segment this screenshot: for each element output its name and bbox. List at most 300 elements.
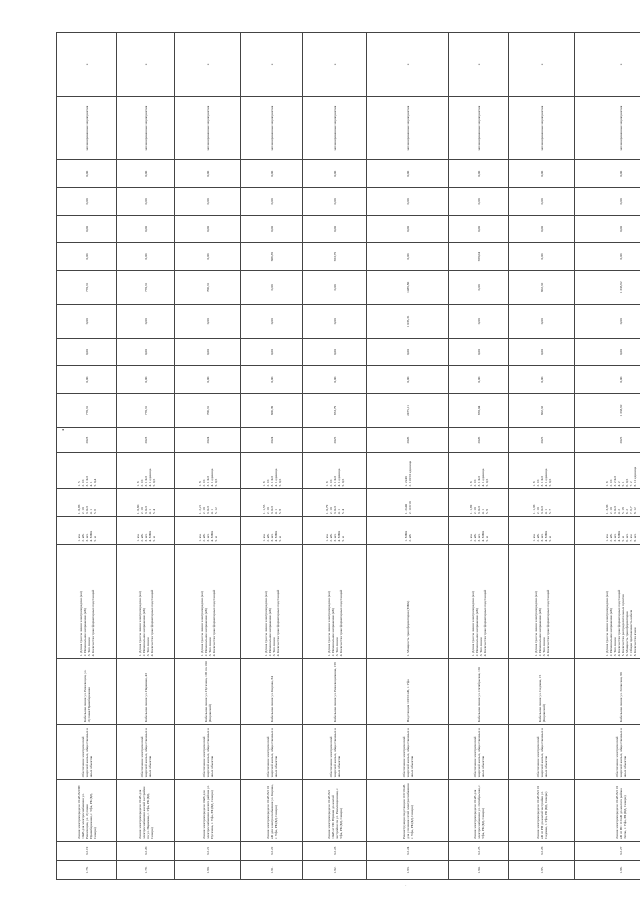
- object-name: Реконструкция подстанции 110/10 кВ для усиления сетей электроснабжения г. Уфа, РБ (БД, Северн): [367, 780, 449, 842]
- spec-values-1-line: 3. КЛ: [539, 506, 544, 515]
- spec-values-1-line: 3. КЛ: [612, 506, 617, 515]
- spec-values-1-line: 2. 10: [80, 507, 85, 515]
- cost-cell: 1 333,92: [575, 393, 640, 427]
- object-purpose: Обеспечение электрической энергией жилых, общественных и иных объектов: [509, 725, 575, 780]
- table-row: [175, 33, 241, 880]
- row-code: 3.2.23: [303, 841, 367, 860]
- cost-cell: 2475,11: [367, 393, 449, 427]
- object-specs-line: 8. Количество ячеек: [632, 627, 637, 657]
- spec-values-1-line: 3. КЛ: [205, 506, 210, 515]
- spec-values-2-line: 1. 6: [324, 481, 329, 487]
- spec-units-line: 6. шт.: [624, 533, 629, 542]
- spec-units: [449, 517, 509, 545]
- object-specs-line: 2. Номинальное напряжение (кВ): [608, 608, 613, 657]
- spec-values-2-line: 2. 10: [139, 479, 144, 487]
- spec-values-2-line: 4. 1: [88, 481, 93, 487]
- status-cell: запланированные мероприятия: [117, 96, 175, 160]
- object-name: Линия электропередачи 10 кВ ВЛ 10 кВ от ПС 110 кВ до жилого района Затон, г. Уфа, РБ (БД, Северн): [575, 780, 640, 842]
- spec-values-1-line: 5. 12: [213, 507, 218, 515]
- spec-values-1: [57, 489, 117, 517]
- spec-values-1-line: 5. 18: [620, 507, 625, 515]
- spec-values-2: [449, 453, 509, 489]
- object-specs-line: 4. Количество трансформаторных подстанций: [338, 589, 343, 657]
- spec-values-1-line: 4. 2: [616, 508, 621, 515]
- spec-values-1-line: 1. 0,96: [76, 504, 81, 515]
- year-cell: 2026: [449, 427, 509, 452]
- funding-cell: 0,00: [449, 215, 509, 243]
- spec-values-1: [175, 489, 241, 517]
- year-cell: 2023: [57, 427, 117, 452]
- spec-values-2-line: 5. 0,5: [484, 478, 489, 487]
- spec-units-line: 7. км: [628, 534, 633, 542]
- spec-values-1-line: 4. 1: [480, 508, 485, 515]
- object-specs-line: 2. Номинальное напряжение (кВ): [141, 608, 146, 657]
- funding-cell: 770,31: [117, 270, 175, 304]
- spec-values-1: [367, 489, 449, 517]
- footer-mark: ·: [405, 884, 407, 889]
- spec-values-1-line: 2. 10: [139, 507, 144, 515]
- spec-values-1: [241, 489, 303, 517]
- object-specs-line: 4. Количество трансформаторных подстанций: [275, 589, 280, 657]
- object-specs-line: 1. Длина трассы линии электропередачи (км): [199, 591, 204, 657]
- row-number: 1.78.: [57, 860, 117, 879]
- table-row: [575, 33, 640, 880]
- object-specs-line: 3. Тип линии: [612, 637, 617, 657]
- year-cell: 2025: [303, 427, 367, 452]
- spec-values-1-line: 6. 2: [624, 508, 629, 515]
- object-purpose: Обеспечение электрической энергией жилых, общественных и иных объектов: [449, 725, 509, 780]
- object-specs-line: 4. Количество трансформаторных подстанций: [482, 589, 487, 657]
- spec-values-1-line: 5. 4: [340, 508, 345, 515]
- spec-units-line: 2. кВ.: [472, 533, 477, 542]
- object-name: Линия электропередачи 10 кВ ВЛ 10кВ от ПС Юрмаш до жилой застройки по ул. Революционная, г. Уфа, РБ (БД, Северн): [303, 780, 367, 842]
- spec-values-2-line: 3. 1 КЛ: [539, 475, 544, 487]
- funding-cell: 0,00: [509, 160, 575, 188]
- object-specs: [367, 544, 449, 659]
- status-cell: запланированные мероприятия: [367, 96, 449, 160]
- year-cell: 2024: [175, 427, 241, 452]
- status-cell: запланированные мероприятия: [509, 96, 575, 160]
- spec-units-line: 3. шт.: [205, 533, 210, 542]
- table-row: [57, 33, 117, 880]
- funding-cell: 0,00: [117, 304, 175, 338]
- spec-units-line: 2. кВ: [407, 534, 412, 542]
- spec-values-2: [509, 453, 575, 489]
- spec-values-2-line: 3. 1 КЛ: [332, 475, 337, 487]
- spec-units-line: 2. кВ.: [201, 533, 206, 542]
- table-row: [449, 33, 509, 880]
- rotated-table-container: [56, 32, 637, 880]
- spec-values-1: [509, 489, 575, 517]
- object-location: Кабельная линия ул. Затонская, 80: [575, 659, 640, 725]
- funding-cell: 606,39: [241, 243, 303, 271]
- spec-units-line: 1. км.: [531, 533, 536, 542]
- cost-cell: 706,31: [175, 393, 241, 427]
- object-specs-line: 3. Тип линии: [145, 637, 150, 657]
- spec-units-line: 5. м: [547, 536, 552, 542]
- object-specs-line: 4. Количество трансформаторных подстанций: [149, 589, 154, 657]
- row-number: 1.86.: [575, 860, 640, 879]
- row-number: 1.85.: [509, 860, 575, 879]
- year-cell: 2025: [509, 427, 575, 452]
- object-specs-line: 1. Длина трассы линии электропередачи (км): [137, 591, 142, 657]
- row-code: 3.2.26: [509, 841, 575, 860]
- table-row: [303, 33, 367, 880]
- object-specs-line: 2. Номинальное напряжение (кВ): [330, 608, 335, 657]
- spec-values-1-line: 1. 1,69: [468, 504, 473, 515]
- funding-cell: 1 333,92: [575, 270, 640, 304]
- spec-values-1-line: 1. 2,21: [197, 504, 202, 515]
- funding-cell: 0,00: [367, 366, 449, 394]
- spec-values-1-line: 3. КЛ: [143, 506, 148, 515]
- spec-units-line: 4. МВА: [616, 530, 621, 542]
- funding-cell: 0,00: [175, 188, 241, 216]
- spec-units-line: 3. шт.: [332, 533, 337, 542]
- funding-cell: 0,00: [303, 215, 367, 243]
- object-location: Подстанция 110/10 кВ, г. Уфа: [367, 659, 449, 725]
- spec-values-2-line: 4. 1 единица: [336, 468, 341, 487]
- funding-cell: 0,00: [509, 188, 575, 216]
- object-specs-line: 3. Тип линии: [334, 637, 339, 657]
- funding-cell: 0,00: [117, 366, 175, 394]
- funding-cell: 0,00: [57, 338, 117, 366]
- funding-cell: 0,00: [241, 270, 303, 304]
- spec-units: [509, 517, 575, 545]
- row-code: 3.2.21: [175, 841, 241, 860]
- spec-values-1: [117, 489, 175, 517]
- spec-units-line: 5. м: [340, 536, 345, 542]
- object-name: Линия электропередачи 10 кВ для электроснабжения ул. Октябрьская, г. Уфа, РБ (БД, Северн): [449, 780, 509, 842]
- object-specs-line: 1. Длина трассы линии электропередачи (км): [604, 591, 609, 657]
- spec-values-2-line: 1. 5: [76, 481, 81, 487]
- spec-values-2: [367, 453, 449, 489]
- funding-cell: 0,00: [367, 338, 449, 366]
- object-specs-line: 4. Количество трансформаторных подстанций: [90, 589, 95, 657]
- spec-values-2-line: 5. 0,4: [92, 478, 97, 487]
- spec-values-1-line: 5. 8: [277, 508, 282, 515]
- mark-cell: x: [575, 33, 640, 97]
- spec-values-2-line: 1. 6: [135, 481, 140, 487]
- spec-values-2-line: 7. 2: [628, 481, 633, 487]
- spec-units: [303, 517, 367, 545]
- funding-cell: 0,00: [241, 338, 303, 366]
- spec-values-2: [303, 453, 367, 489]
- object-specs-line: 3. Тип линии: [478, 637, 483, 657]
- spec-values-1-line: 1. 3,36: [604, 504, 609, 515]
- spec-values-2-line: 2. 10: [201, 479, 206, 487]
- spec-units-line: 5. м: [92, 536, 97, 542]
- funding-cell: 0,00: [509, 366, 575, 394]
- spec-units-line: 3. шт.: [143, 533, 148, 542]
- object-purpose: Обеспечение электрической энергией жилых, общественных и иных объектов: [575, 725, 640, 780]
- spec-values-2-line: 2. 10: [472, 479, 477, 487]
- spec-values-1-line: 1. 0,60: [135, 504, 140, 515]
- funding-cell: 0,00: [57, 304, 117, 338]
- object-specs-line: 2. Номинальное напряжение (кВ): [203, 608, 208, 657]
- spec-units-line: 3. шт.: [269, 533, 274, 542]
- spec-units-line: 4. МВА: [543, 530, 548, 542]
- object-location: Кабельная линия ул. Революции, ул. Луговая Правобережная: [57, 659, 117, 725]
- object-location: Кабельная линия ул. Пугачева, 105 по 104 (Кировский): [175, 659, 241, 725]
- object-specs-line: 4. Количество трансформаторных подстанций: [545, 589, 550, 657]
- row-code: 3.2.20: [117, 841, 175, 860]
- spec-values-2-line: 6. 0,5: [624, 478, 629, 487]
- cost-cell: 606,39: [241, 393, 303, 427]
- spec-units-line: 2. кВ.: [328, 533, 333, 542]
- spec-values-1-line: 3. КЛ: [269, 506, 274, 515]
- funding-cell: 0,00: [57, 160, 117, 188]
- object-specs-line: 5. Количество распределительных пунктов: [620, 594, 625, 657]
- funding-cell: 0,00: [303, 188, 367, 216]
- spec-units-line: 5. м: [620, 536, 625, 542]
- object-specs-line: 4. Количество трансформаторных подстанций: [616, 589, 621, 657]
- object-specs-line: 1. Длина трассы линии электропередачи (км): [263, 591, 268, 657]
- object-specs-line: 1. Длина трассы линии электропередачи (км): [470, 591, 475, 657]
- funding-cell: 0,00: [509, 243, 575, 271]
- spec-values-2: [575, 453, 640, 489]
- spec-values-1-line: 2. 10: [201, 507, 206, 515]
- cost-cell: 653,79: [303, 393, 367, 427]
- row-code: 3.2.19: [57, 841, 117, 860]
- spec-units-line: 1. км.: [324, 533, 329, 542]
- object-specs: [57, 544, 117, 659]
- spec-values-2-line: 5. 0,5: [151, 478, 156, 487]
- spec-units-line: 1. км.: [468, 533, 473, 542]
- spec-values-2-line: 3. 1 КЛ: [143, 475, 148, 487]
- mark-cell: x: [241, 33, 303, 97]
- row-code: 3.2.24: [367, 841, 449, 860]
- funding-cell: 0,00: [449, 160, 509, 188]
- spec-values-2-line: 5. 0,5: [213, 478, 218, 487]
- funding-cell: 0,00: [575, 338, 640, 366]
- row-number: 1.83.: [367, 860, 449, 879]
- spec-values-2-line: 2. 10: [80, 479, 85, 487]
- mark-cell: x: [175, 33, 241, 97]
- spec-values-1-line: 1. 0,79: [324, 504, 329, 515]
- spec-units-line: 1. км.: [604, 533, 609, 542]
- mark-cell: x: [449, 33, 509, 97]
- year-cell: 2026: [367, 427, 449, 452]
- spec-units-line: 5. м: [213, 536, 218, 542]
- funding-cell: 0,00: [303, 338, 367, 366]
- object-specs-line: 1. Мощность трансформаторов (МВА): [405, 600, 410, 657]
- object-specs: [449, 544, 509, 659]
- funding-cell: 0,00: [575, 304, 640, 338]
- spec-values-2-line: 1. 6: [468, 481, 473, 487]
- spec-values-2-line: 4. 1 единица: [209, 468, 214, 487]
- funding-cell: 0,00: [367, 215, 449, 243]
- funding-cell: 0,00: [509, 338, 575, 366]
- spec-values-1-line: 2. 110/10: [407, 501, 412, 515]
- spec-units-line: 1. км.: [261, 533, 266, 542]
- spec-values-2: [57, 453, 117, 489]
- funding-cell: 0,00: [303, 270, 367, 304]
- object-name: Линия электропередачи 10кВ для электроснабжения жилого района ул. Пугачева, г. Уфа, РБ (БД, Северн): [175, 780, 241, 842]
- funding-cell: 0,00: [449, 188, 509, 216]
- spec-values-2-line: 3. 1 КЛ: [269, 475, 274, 487]
- row-code: 3.2.27: [575, 841, 640, 860]
- spec-values-1-line: 1. 1,36: [531, 504, 536, 515]
- spec-units-line: 2. кВ.: [265, 533, 270, 542]
- spec-values-1-line: 2. 10: [265, 507, 270, 515]
- spec-values-1-line: 7. 6,7: [628, 506, 633, 515]
- registry-table: [56, 32, 640, 880]
- funding-cell: 0,00: [449, 338, 509, 366]
- object-specs: [575, 544, 640, 659]
- object-name: Линия электропередачи 10 кВ для электроснабжения жилой застройки по ул. Парковая, г. Уфа, РБ (БД, Северн): [117, 780, 175, 842]
- spec-values-1-line: 3. КЛ: [332, 506, 337, 515]
- spec-units: [57, 517, 117, 545]
- mark-cell: x: [509, 33, 575, 97]
- object-purpose: Обеспечение электрической энергией жилых, общественных и иных объектов: [367, 725, 449, 780]
- mark-cell: x: [57, 33, 117, 97]
- spec-units-line: 2. кВ.: [80, 533, 85, 542]
- funding-cell: 0,00: [175, 304, 241, 338]
- spec-values-2-line: 4. 1 единица: [147, 468, 152, 487]
- funding-cell: 0,00: [575, 215, 640, 243]
- funding-cell: 0,00: [449, 270, 509, 304]
- object-specs-line: 2. Номинальное напряжение (кВ): [537, 608, 542, 657]
- spec-units-line: 3. шт.: [476, 533, 481, 542]
- spec-units: [117, 517, 175, 545]
- funding-cell: 0,00: [509, 304, 575, 338]
- status-cell: запланированные мероприятия: [303, 96, 367, 160]
- object-specs-line: 7. Общая протяженность кабеля: [628, 609, 633, 657]
- object-purpose: Обеспечение электрической энергией жилых, общественных и иных объектов: [175, 725, 241, 780]
- spec-values-1-line: 4. 1: [209, 508, 214, 515]
- cost-cell: 602,32: [509, 393, 575, 427]
- status-cell: запланированные мероприятия: [241, 96, 303, 160]
- funding-cell: 1439,80: [367, 270, 449, 304]
- spec-values-2-line: 2. 10: [328, 479, 333, 487]
- funding-cell: 0,00: [117, 243, 175, 271]
- cost-cell: 770,31: [57, 393, 117, 427]
- funding-cell: 0,00: [175, 243, 241, 271]
- table-row: [367, 33, 449, 880]
- spec-units: [575, 517, 640, 545]
- spec-values-1-line: 2. 10: [472, 507, 477, 515]
- spec-values-1: [449, 489, 509, 517]
- spec-values-1-line: 2. 10: [535, 507, 540, 515]
- funding-cell: 0,00: [575, 366, 640, 394]
- spec-values-1: [575, 489, 640, 517]
- spec-units-line: 1. км.: [135, 533, 140, 542]
- funding-cell: 0,00: [175, 215, 241, 243]
- object-specs-line: 3. Тип линии: [271, 637, 276, 657]
- spec-units-line: 5. м: [484, 536, 489, 542]
- spec-values-2-line: 2. 10: [608, 479, 613, 487]
- funding-cell: 658,04: [449, 243, 509, 271]
- funding-cell: 0,00: [241, 215, 303, 243]
- funding-cell: 0,00: [241, 366, 303, 394]
- spec-units: [367, 517, 449, 545]
- cost-cell: 770,31: [117, 393, 175, 427]
- object-specs: [175, 544, 241, 659]
- spec-units-line: 4. МВА: [273, 530, 278, 542]
- spec-units-line: 3. шт.: [612, 533, 617, 542]
- object-location: Кабельная линия ул. Кирова, 84: [241, 659, 303, 725]
- funding-cell: 0,00: [241, 304, 303, 338]
- year-cell: 2024: [241, 427, 303, 452]
- object-specs: [117, 544, 175, 659]
- spec-values-1-line: 4. 1: [273, 508, 278, 515]
- spec-values-2: [175, 453, 241, 489]
- spec-values-2-line: 4. 1 единица: [543, 468, 548, 487]
- spec-values-2-line: 1. 6: [604, 481, 609, 487]
- spec-values-2-line: 1. 6: [531, 481, 536, 487]
- spec-values-1-line: 4. 1: [147, 508, 152, 515]
- object-specs-line: 3. Тип линии: [207, 637, 212, 657]
- table-row: [117, 33, 175, 880]
- mark-cell: x: [303, 33, 367, 97]
- funding-cell: 706,31: [175, 270, 241, 304]
- spec-values-2-line: 2. 10: [535, 479, 540, 487]
- spec-values-1-line: 1. 2х40: [403, 503, 408, 515]
- spec-values-2-line: 5. 0,5: [277, 478, 282, 487]
- spec-units: [175, 517, 241, 545]
- object-specs-line: 1. Длина трассы линии электропередачи (км): [533, 591, 538, 657]
- spec-values-1-line: 3. КЛ: [84, 506, 89, 515]
- object-specs-line: 1. Длина трассы линии электропередачи (км): [78, 591, 83, 657]
- spec-values-2-line: 3. 1 КЛ: [205, 475, 210, 487]
- spec-values-2-line: 5. 1: [620, 481, 625, 487]
- funding-cell: 0,00: [117, 160, 175, 188]
- table-row: [241, 33, 303, 880]
- spec-values-2: [117, 453, 175, 489]
- spec-values-2-line: 4. 2: [616, 481, 621, 487]
- funding-cell: 0,00: [117, 188, 175, 216]
- funding-cell: 0,00: [575, 188, 640, 216]
- object-name: Линия электропередачи 10 кВ ВЛЭП 10кВ для электроснабжения ул. Революции, ул. Луговая Правобережная, г. Уфа, РБ (БД, Северн): [57, 780, 117, 842]
- spec-values-1-line: 5. 7: [547, 508, 552, 515]
- table-row: [509, 33, 575, 880]
- status-cell: запланированные мероприятия: [449, 96, 509, 160]
- status-cell: запланированные мероприятия: [575, 96, 640, 160]
- spec-values-1-line: 2. 10: [328, 507, 333, 515]
- spec-units-line: 5. м: [277, 536, 282, 542]
- spec-units-line: 2. кВ.: [535, 533, 540, 542]
- spec-values-2-line: 1. 6: [261, 481, 266, 487]
- object-purpose: Обеспечение электрической энергией жилых, общественных и иных объектов: [117, 725, 175, 780]
- spec-values-1-line: 2. 10: [608, 507, 613, 515]
- spec-units-line: 4. МВА: [209, 530, 214, 542]
- spec-values-1-line: 4. 1: [543, 508, 548, 515]
- status-cell: запланированные мероприятия: [57, 96, 117, 160]
- funding-cell: 0,00: [175, 338, 241, 366]
- object-specs-line: 4. Количество трансформаторных подстанций: [211, 589, 216, 657]
- spec-units-line: 1. МВА: [403, 530, 408, 542]
- spec-values-2-line: 3. 1 КЛ: [84, 475, 89, 487]
- funding-cell: 0,00: [57, 188, 117, 216]
- spec-values-2-line: 1. 8: [197, 481, 202, 487]
- spec-units-line: 3. шт.: [539, 533, 544, 542]
- object-location: Кабельная линия ул. Парковая, 43: [117, 659, 175, 725]
- funding-cell: 0,00: [57, 366, 117, 394]
- object-specs-line: 2. Номинальное напряжение (кВ): [82, 608, 87, 657]
- year-cell: 2023: [117, 427, 175, 452]
- spec-values-1: [303, 489, 367, 517]
- spec-values-1-line: 5. 6: [92, 508, 97, 515]
- funding-cell: 0,00: [57, 243, 117, 271]
- spec-values-1-line: 3. КЛ: [476, 506, 481, 515]
- object-specs-line: 3. Тип линии: [86, 637, 91, 657]
- funding-cell: 770,31: [57, 270, 117, 304]
- spec-units-line: 2. кВ.: [608, 533, 613, 542]
- object-specs: [509, 544, 575, 659]
- spec-units-line: 4. МВА: [88, 530, 93, 542]
- funding-cell: 0,00: [117, 338, 175, 366]
- spec-units-line: 8. шт.: [632, 533, 637, 542]
